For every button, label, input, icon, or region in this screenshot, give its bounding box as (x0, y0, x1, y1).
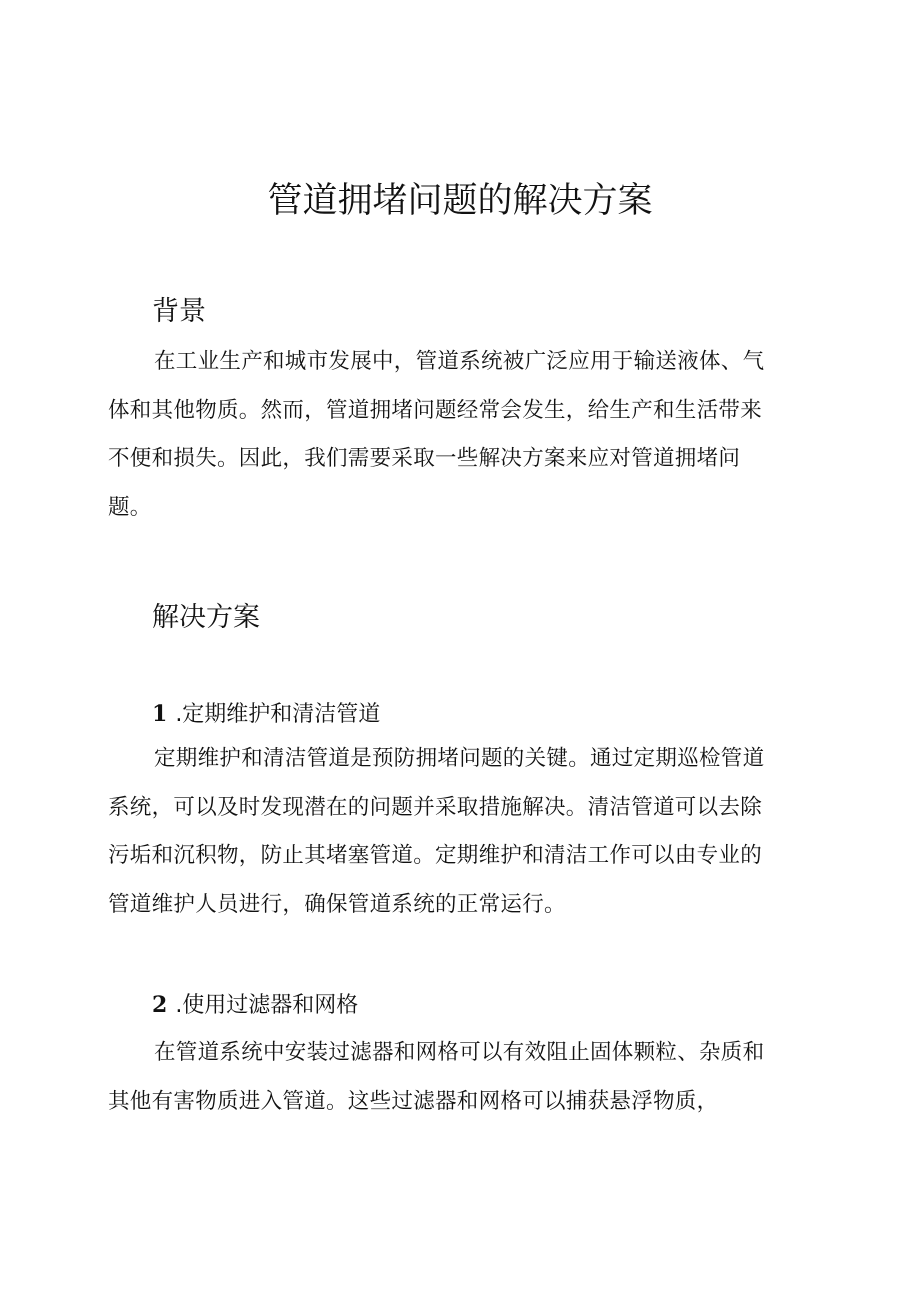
solution-1-paragraph (108, 735, 808, 929)
paragraph-line: 定期维护和清洁管道是预防拥堵问题的关键。通过定期巡检管道 (154, 746, 765, 771)
paragraph-line: 污垢和沉积物，防止其堵塞管道。定期维护和清洁工作可以由专业的 (108, 843, 763, 868)
solution-1-title: .定期维护和清洁管道 (175, 702, 381, 727)
solution-1-number: 1 (152, 701, 168, 727)
solution-2-paragraph (108, 1029, 808, 1126)
paragraph-line: 其他有害物质进入管道。这些过滤器和网格可以捕获悬浮物质， (108, 1088, 719, 1114)
section-heading-background: 背景 (152, 296, 206, 327)
paragraph-line: 不便和损失。因此，我们需要采取一些解决方案来应对管道拥堵问 (108, 446, 741, 471)
paragraph-line: 系统，可以及时发现潜在的问题并采取措施解决。清洁管道可以去除 (108, 794, 763, 820)
background-paragraph (108, 338, 808, 532)
document-title: 管道拥堵问题的解决方案 (267, 181, 653, 221)
solution-2-title: .使用过滤器和网格 (175, 993, 359, 1018)
section-heading-solutions: 解决方案 (152, 602, 260, 633)
paragraph-line: 在管道系统中安装过滤器和网格可以有效阻止固体颗粒、杂质和 (154, 1040, 765, 1065)
paragraph-line: 管道维护人员进行，确保管道系统的正常运行。 (108, 891, 566, 917)
solution-2-heading (152, 989, 358, 1022)
solution-1-heading (152, 698, 380, 731)
paragraph-line: 体和其他物质。然而，管道拥堵问题经常会发生，给生产和生活带来 (108, 397, 763, 423)
paragraph-line: 题。 (108, 494, 152, 520)
paragraph-line: 在工业生产和城市发展中，管道系统被广泛应用于输送液体、气 (154, 349, 765, 374)
solution-2-number: 2 (152, 992, 168, 1018)
